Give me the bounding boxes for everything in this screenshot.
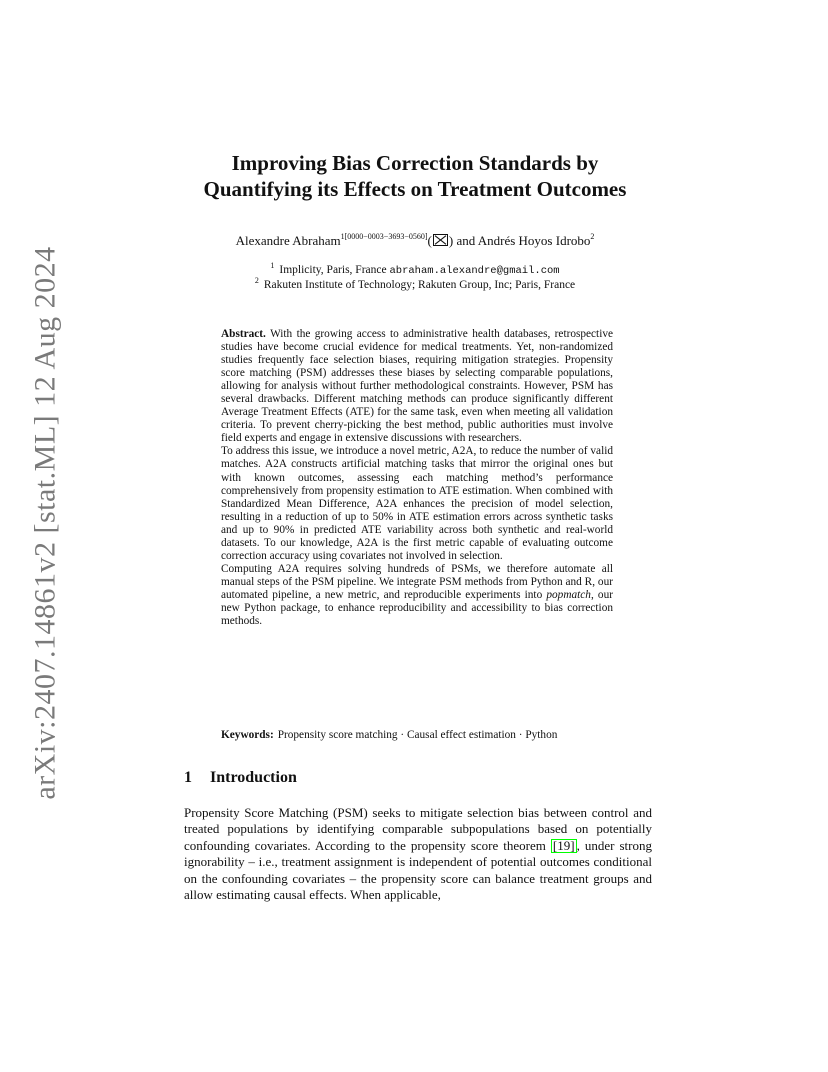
- abstract-p1-text: With the growing access to administrative health databases, retrospective studies have become crucial evidence for medical treatments. Yet, non-randomized studies frequently face selection biases, requiring mitigation strategies. Propensity score matching (PSM) addresses these biases by selecting comparable populations, allowing for analysis without further methodological constraints. However, PSM has several drawbacks. Different matching methods can produce significantly different Average Treatment Effects (ATE) for the same task, even when meeting all validation criteria. To prevent cherry-picking the best method, public authorities must involve field experts and engage in extensive discussions with researchers.: [221, 328, 614, 445]
- section-heading: [184, 769, 297, 787]
- affiliation-2-text: Rakuten Institute of Technology; Rakuten Group, Inc; Paris, France: [263, 279, 576, 291]
- abstract-paragraph-3: [221, 563, 613, 628]
- abstract: [221, 328, 613, 628]
- arxiv-identifier-text: arXiv:2407.14861v2 [stat.ML] 12 Aug 2024: [29, 246, 63, 800]
- package-name: popmatch: [546, 588, 591, 601]
- envelope-icon: [433, 234, 448, 246]
- author-1-name: Alexandre Abraham: [235, 233, 341, 248]
- abstract-label: Abstract.: [221, 328, 266, 340]
- paper-title: [120, 150, 710, 202]
- intro-text-end: , under strong ignorability – i.e., treatment assignment is independent of potential outcomes conditional on the confounding covariates – the propensity score can balance treatment groups and allow estimating causal effects. When applicable,: [184, 837, 652, 903]
- abstract-p3-end: , our new Python package, to enhance reproducibility and accessibility to bias correction methods.: [221, 588, 613, 628]
- author-2-name: and Andrés Hoyos Idrobo: [456, 233, 591, 248]
- keywords-text: Propensity score matching · Causal effect estimation · Python: [277, 729, 558, 741]
- section-number: 1: [184, 769, 192, 786]
- author-2-affil-mark: 2: [590, 232, 595, 241]
- affiliation-2-number: 2: [254, 276, 259, 285]
- title-line-2: Quantifying its Effects on Treatment Outcomes: [203, 177, 627, 201]
- abstract-p3-text: Computing A2A requires solving hundreds of PSMs, we therefore automate all manual steps of the PSM pipeline. We integrate PSM methods from Python and R, our automated pipeline, a new metric, and reproducible experiments into: [221, 562, 613, 601]
- keywords-label: Keywords:: [221, 729, 274, 741]
- author-email: abraham.alexandre@gmail.com: [389, 265, 560, 277]
- section-title: Introduction: [210, 769, 297, 786]
- keywords: [221, 728, 621, 742]
- abstract-paragraph-2: To address this issue, we introduce a novel metric, A2A, to reduce the number of valid matches. A2A constructs artificial matching tasks that mirror the original ones but with known outcomes, assessing each matching method’s performance comprehensively from propensity estimation to ATE estimation. When combined with Standardized Mean Difference, A2A enhances the precision of model selection, resulting in a reduction of up to 50% in ATE estimation errors across synthetic tasks and up to 90% in predicted ATE variability across both synthetic and real-world datasets. To our knowledge, A2A is the first metric capable of evaluating outcome correction accuracy using covariates not involved in selection.: [221, 445, 613, 562]
- title-line-1: Improving Bias Correction Standards by: [231, 151, 599, 175]
- affiliation-1-text: Implicity, Paris, France: [279, 264, 387, 276]
- author-1-orcid: 1[0000−0003−3693−0560]: [340, 232, 428, 241]
- author-list: Alexandre Abraham$^{1[0000-0003-3693-0560]}$( ) and Andrés Hoyos Idrobo$^2$: [235, 232, 595, 248]
- intro-paragraph: [184, 805, 652, 903]
- abstract-paragraph-1: [221, 328, 613, 445]
- arxiv-identifier: [16, 246, 76, 800]
- intro-text-start: Propensity Score Matching (PSM) seeks to mitigate selection bias between control and treated populations by identifying comparable subpopulations based on potentially confounding covariates. According to the propensity score theorem: [184, 805, 652, 853]
- citation-link[interactable]: [19]: [552, 837, 575, 853]
- affiliation-2: [140, 273, 690, 293]
- affiliation-1-number: 1: [270, 261, 275, 270]
